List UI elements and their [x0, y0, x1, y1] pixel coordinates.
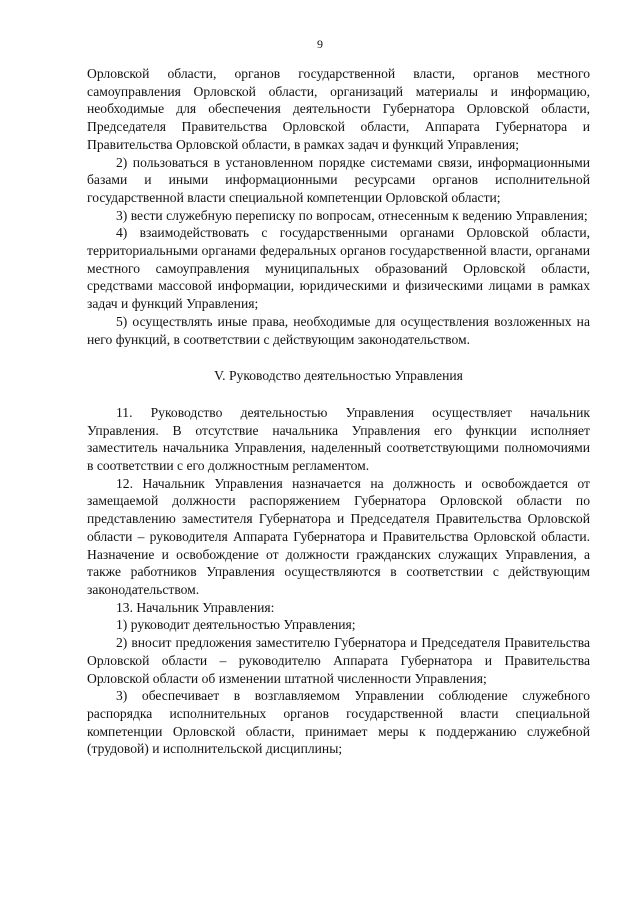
paragraph-item-3: 3) вести служебную переписку по вопросам, отнесенным к ведению Управления;	[116, 207, 588, 223]
paragraph-continuation: Орловской области, органов государственной власти, органов местного самоуправления Орловской области, организаций материалы и информацию, необходимые для обеспечения деятельности Губернатора Орловской области, Председателя Правительства Орловской области, Аппарата Губернатора и Правительства Орловской области, в рамках задач и функций Управления;	[87, 66, 590, 152]
page-number: 9	[317, 37, 323, 51]
paragraph-clause-13-item-3: 3) обеспечивает в возглавляемом Управлении соблюдение служебного распорядка исполнительных органов государственной власти специальной компетенции Орловской области, принимает меры к поддержанию служебной (трудовой) и исполнительской дисциплины;	[87, 688, 590, 757]
paragraph-clause-11: 11. Руководство деятельностью Управления осуществляет начальник Управления. В отсутствие начальника Управления его функции исполняет заместитель начальника Управления, наделенный соответствующими полномочиями в соответствии с его должностным регламентом.	[87, 404, 590, 474]
paragraph-clause-13: 13. Начальник Управления:	[116, 599, 275, 615]
paragraph-item-2: 2) пользоваться в установленном порядке системами связи, информационными базами и иными информационными ресурсами органов исполнительной государственной власти специальной компетенции Орловской области;	[87, 154, 590, 205]
paragraph-item-5: 5) осуществлять иные права, необходимые для осуществления возложенных на него функций, в соответствии с действующим законодательством.	[87, 313, 590, 347]
document-body	[87, 65, 590, 758]
paragraph-item-4: 4) взаимодействовать с государственными органами Орловской области, территориальными органами федеральных органов государственной власти, органами местного самоуправления муниципальных образований Орловской области, средствами массовой информации, юридическими и физическими лицами в рамках задач и функций Управления;	[87, 225, 590, 312]
paragraph-clause-13-item-1: 1) руководит деятельностью Управления;	[116, 617, 356, 633]
section-heading: V. Руководство деятельностью Управления	[214, 368, 463, 384]
paragraph-clause-12: 12. Начальник Управления назначается на должность и освобождается от замещаемой должности распоряжением Губернатора Орловской области по представлению заместителя Губернатора и Председателя Правительства Орловской области – руководителя Аппарата Губернатора и Правительства Орловской области. Назначение и освобождение от должности гражданских служащих Управления, а также работников Управления осуществляются в соответствии с действующим законодательством.	[87, 475, 590, 597]
paragraph-clause-13-item-2: 2) вносит предложения заместителю Губернатора и Председателя Правительства Орловской области – руководителю Аппарата Губернатора и Правительства Орловской области об изменении штатной численности Управления;	[87, 635, 590, 686]
